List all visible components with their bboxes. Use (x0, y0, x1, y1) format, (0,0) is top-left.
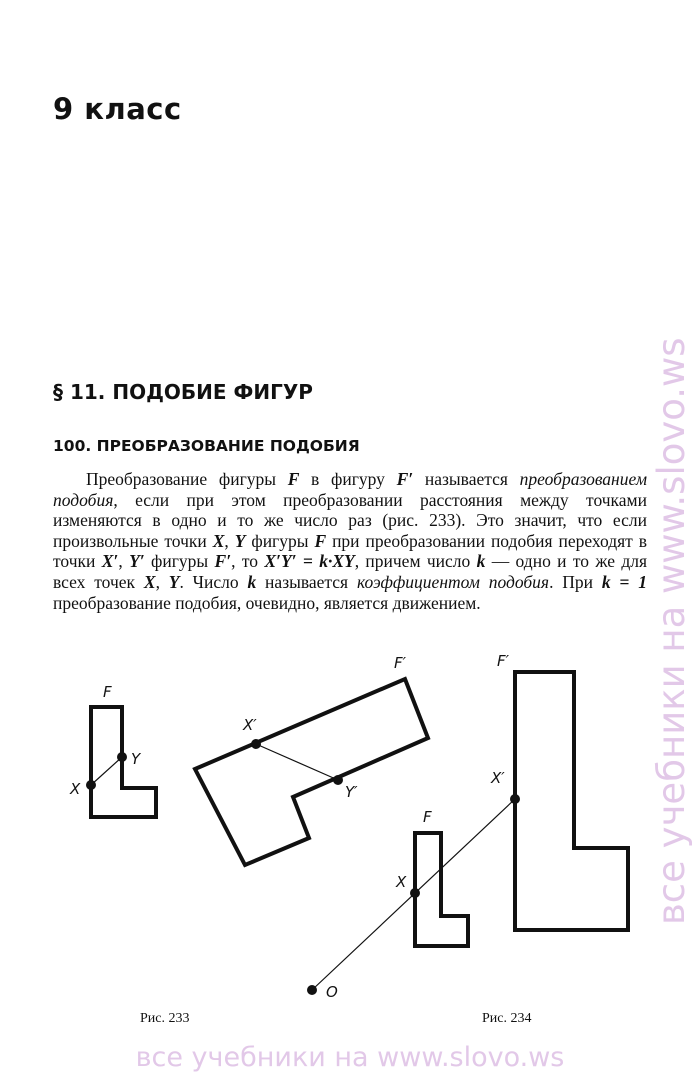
subsection-heading: 100. ПРЕОБРАЗОВАНИЕ ПОДОБИЯ (53, 437, 360, 455)
caption-figure-233: Рис. 233 (140, 1011, 190, 1026)
label-x-234: X (396, 873, 407, 891)
big-l-shape (515, 672, 628, 930)
segment-xpyp (256, 744, 338, 780)
label-f-234: F (423, 808, 432, 826)
segment-xy (91, 757, 122, 785)
term-similarity-transformation: преобразованием подобия (53, 469, 647, 510)
label-xp: X′ (243, 716, 257, 734)
label-y: Y (131, 750, 141, 768)
small-l-shape (91, 707, 156, 817)
figure-233 (69, 654, 428, 865)
large-rotated-l-shape (195, 679, 428, 865)
definition-paragraph: Преобразование фигуры F в фигуру F′ называется преобразованием подобия, если при этом преобразовании расстояния между точками изменяются в одно и то же число раз (рис. 233). Это значит, что если произвольные точки X, Y фигуры F при преобразовании подобия переходят в точки X′, Y′ фигуры F′, то X′Y′ = k·XY, причем число k — одно и то же для всех точек X, Y. Число k называется коэффициентом подобия. При k = 1 преобразование подобия, очевидно, является движением. (53, 469, 648, 613)
label-x: X (70, 780, 81, 798)
term-similarity-coefficient: коэффициентом подобия (356, 571, 550, 592)
bottom-watermark: все учебники на www.slovo.ws (135, 1042, 565, 1073)
label-f: F (103, 683, 112, 701)
label-xp-234: X′ (491, 769, 505, 787)
point-o (307, 985, 317, 995)
label-o-234: O (326, 983, 338, 1001)
grade-heading: 9 класс (53, 92, 182, 126)
point-y (117, 752, 127, 762)
label-fp-234: F′ (497, 652, 510, 670)
similarity-formula: X′Y′ = k·XY (264, 551, 355, 572)
side-watermark: все учебники на www.slovo.ws (650, 337, 693, 925)
point-x (86, 780, 96, 790)
point-xp-234 (510, 794, 520, 804)
figure-234 (307, 652, 628, 1001)
section-heading: § 11. ПОДОБИЕ ФИГУР (53, 380, 313, 404)
point-x-234 (410, 888, 420, 898)
caption-figure-234: Рис. 234 (482, 1011, 532, 1026)
point-yp (333, 775, 343, 785)
label-fp: F′ (394, 654, 407, 672)
point-xp (251, 739, 261, 749)
label-yp: Y′ (345, 783, 358, 801)
